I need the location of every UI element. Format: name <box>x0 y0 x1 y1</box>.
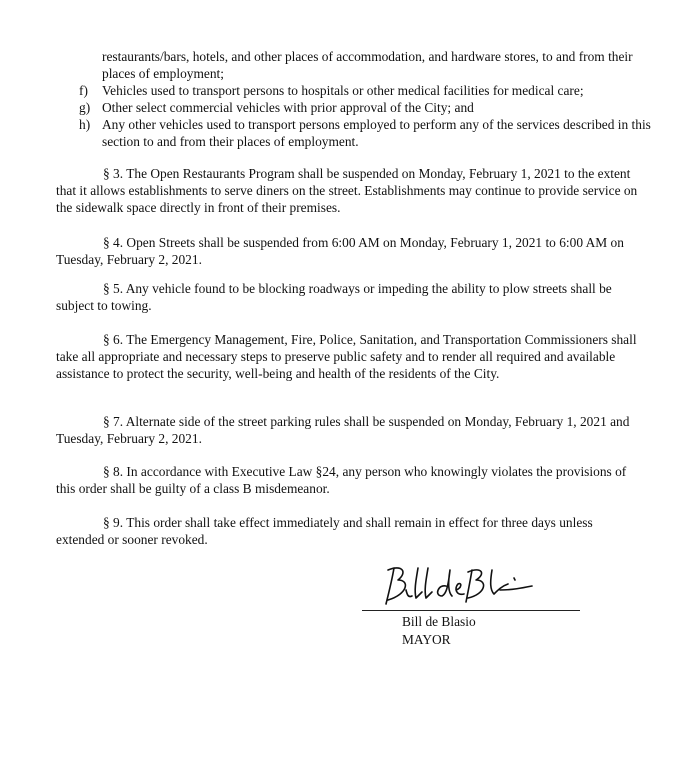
section-3-paragraph: § 3. The Open Restaurants Program shall be suspended on Monday, February 1, 2021 to the extent that it allows establishments to serve diners on the street. Establishments may continue to provide service on the sidewalk space directly in front of their premises. <box>56 166 638 215</box>
list-item-text: Vehicles used to transport persons to hospitals or other medical facilities for medical care; <box>102 83 584 98</box>
section-8-paragraph: § 8. In accordance with Executive Law §24, any person who knowingly violates the provisions of this order shall be guilty of a class B misdemeanor. <box>56 464 627 496</box>
section-9-paragraph: § 9. This order shall take effect immediately and shall remain in effect for three days unless extended or sooner revoked. <box>56 515 593 547</box>
list-marker: g) <box>79 100 91 115</box>
list-item <box>79 116 654 150</box>
vehicle-list <box>79 82 654 150</box>
section-5-paragraph: § 5. Any vehicle found to be blocking roadways or impeding the ability to plow streets shall be subject to towing. <box>56 281 612 313</box>
section-4-paragraph: § 4. Open Streets shall be suspended from 6:00 AM on Monday, February 1, 2021 to 6:00 AM on Tuesday, February 2, 2021. <box>56 235 624 267</box>
signer-name: Bill de Blasio <box>402 614 476 629</box>
signature-line <box>362 610 580 611</box>
handwritten-signature <box>372 560 542 610</box>
signer-title: MAYOR <box>402 632 451 647</box>
list-item-text: Other select commercial vehicles with prior approval of the City; and <box>102 100 474 115</box>
signature-block <box>362 560 582 650</box>
section-7-paragraph: § 7. Alternate side of the street parking rules shall be suspended on Monday, February 1, 2021 and Tuesday, February 2, 2021. <box>56 414 630 446</box>
list-marker: f) <box>79 83 88 98</box>
section-6-paragraph: § 6. The Emergency Management, Fire, Police, Sanitation, and Transportation Commissioners shall take all appropriate and necessary steps to preserve public safety and to render all required and available assistance to protect the security, well-being and health of the residents of the City. <box>56 332 637 381</box>
list-marker: h) <box>79 117 91 132</box>
list-item-text: Any other vehicles used to transport persons employed to perform any of the services described in this section to and from their places of employment. <box>102 117 651 149</box>
list-item <box>79 99 654 116</box>
list-item <box>79 82 654 99</box>
list-item-continuation: restaurants/bars, hotels, and other places of accommodation, and hardware stores, to and from their places of employment; <box>102 49 633 81</box>
